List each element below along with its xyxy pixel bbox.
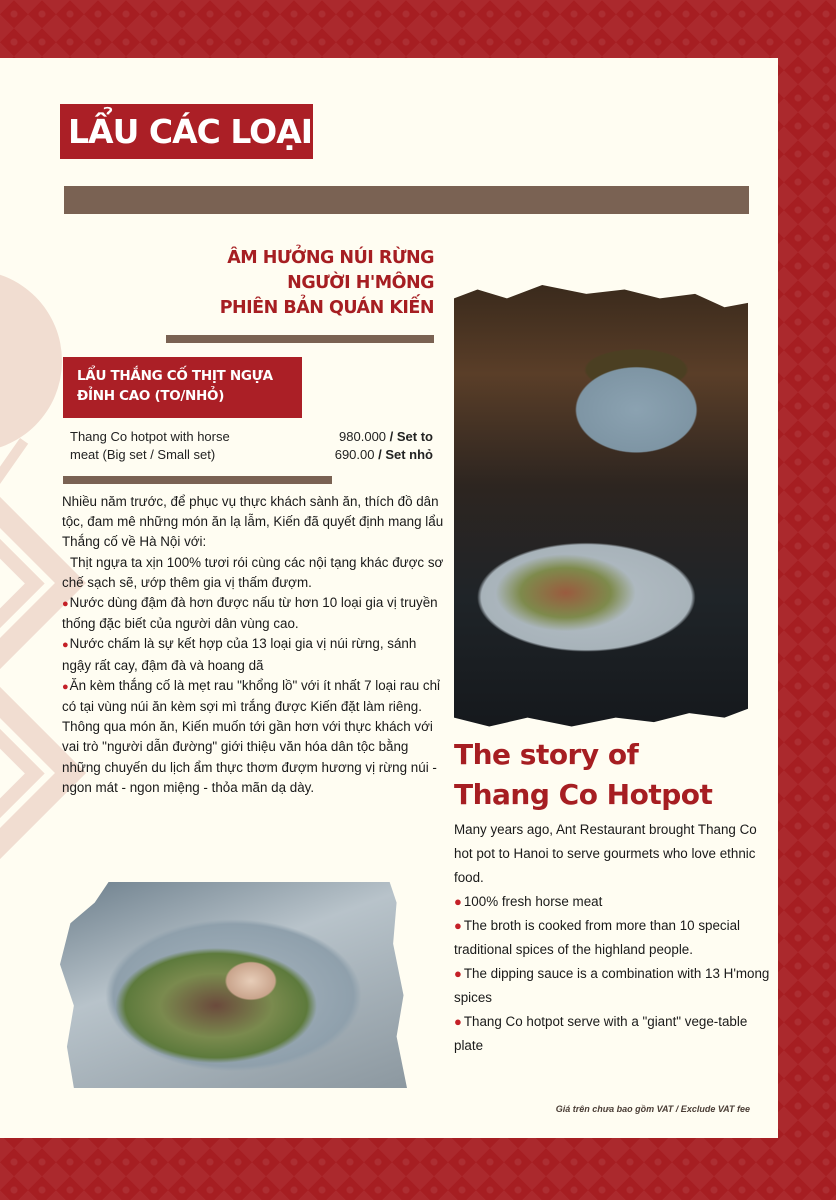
dish-title-line: ĐỈNH CAO (TO/NHỎ) xyxy=(77,388,225,404)
dish-title-box xyxy=(63,357,302,418)
photo-hotpot-closeup xyxy=(60,882,407,1088)
story-title-line: Thang Co Hotpot xyxy=(454,778,713,811)
dish-name-line: Thang Co hotpot with horse xyxy=(70,429,230,444)
subtitle-line: NGƯỜI H'MÔNG xyxy=(287,273,434,293)
story-point: ● 100% fresh horse meat xyxy=(454,890,774,914)
dish-english-name xyxy=(70,428,230,464)
dish-price-row xyxy=(70,428,433,464)
story-point: ● The dipping sauce is a combination with 13 H'mong spices xyxy=(454,962,774,1010)
dish-prices xyxy=(335,428,433,464)
dish-name-line: meat (Big set / Small set) xyxy=(70,447,216,462)
price-big: 980.000 / Set to xyxy=(339,429,433,444)
story-title xyxy=(454,735,712,815)
divider-bar xyxy=(63,476,332,484)
vn-closing: Thông qua món ăn, Kiến muốn tới gần hơn với thực khách với vai trò "người dẫn đường" giới thiệu văn hóa dân tộc bằng những chuyến du lịch ẩm thực thơm đượm hương vị rừng núi - ngon mát - ngon miệng - thỏa mãn dạ dày. xyxy=(62,719,437,795)
decorative-circle xyxy=(0,270,62,452)
story-intro: Many years ago, Ant Restaurant brought Thang Co hot pot to Hanoi to serve gourmets who love ethnic food. xyxy=(454,822,757,885)
story-title-line: The story of xyxy=(454,738,639,771)
category-title: LẨU CÁC LOẠI xyxy=(60,104,313,159)
price-small: 690.00 / Set nhỏ xyxy=(334,447,433,462)
menu-page-panel xyxy=(0,58,778,1138)
subtitle-line: PHIÊN BẢN QUÁN KIẾN xyxy=(219,298,434,318)
vat-note: Giá trên chưa bao gồm VAT / Exclude VAT fee xyxy=(555,1104,750,1114)
subtitle-line: ÂM HƯỞNG NÚI RỪNG xyxy=(227,248,434,268)
story-text xyxy=(454,818,774,1058)
vn-point: ● Nước chấm là sự kết hợp của 13 loại gia vị núi rừng, sánh ngậy rất cay, đậm đà và hoang dã xyxy=(62,634,447,675)
vn-intro: Nhiều năm trước, để phục vụ thực khách sành ăn, thích đồ dân tộc, đam mê những món ăn lạ lẫm, Kiến đã quyết định mang lẩu Thắng cố về Hà Nội với: xyxy=(62,494,444,550)
story-point: ● Thang Co hotpot serve with a "giant" vege-table plate xyxy=(454,1010,774,1058)
dish-title-line: LẨU THẮNG CỐ THỊT NGỰA xyxy=(77,368,273,384)
vn-point: Thịt ngựa ta xịn 100% tươi rói cùng các nội tạng khác được sơ chế sạch sẽ, ướp thêm gia vị thấm đượm. xyxy=(62,554,444,590)
vn-point: ● Ăn kèm thắng cố là mẹt rau "khổng lồ" với ít nhất 7 loại rau chỉ có tại vùng núi ăn kèm sợi mì trắng được Kiến đặt làm riêng. xyxy=(62,676,447,717)
divider-bar xyxy=(166,335,434,343)
vietnamese-description xyxy=(62,492,447,798)
subtitle xyxy=(220,246,434,321)
vn-point: ● Nước dùng đậm đà hơn được nấu từ hơn 10 loại gia vị truyền thống đặc biết của người dân vùng cao. xyxy=(62,593,447,634)
divider-bar xyxy=(64,186,749,214)
photo-pot-pouring-broth xyxy=(454,285,748,731)
story-point: ● The broth is cooked from more than 10 special traditional spices of the highland people. xyxy=(454,914,774,962)
